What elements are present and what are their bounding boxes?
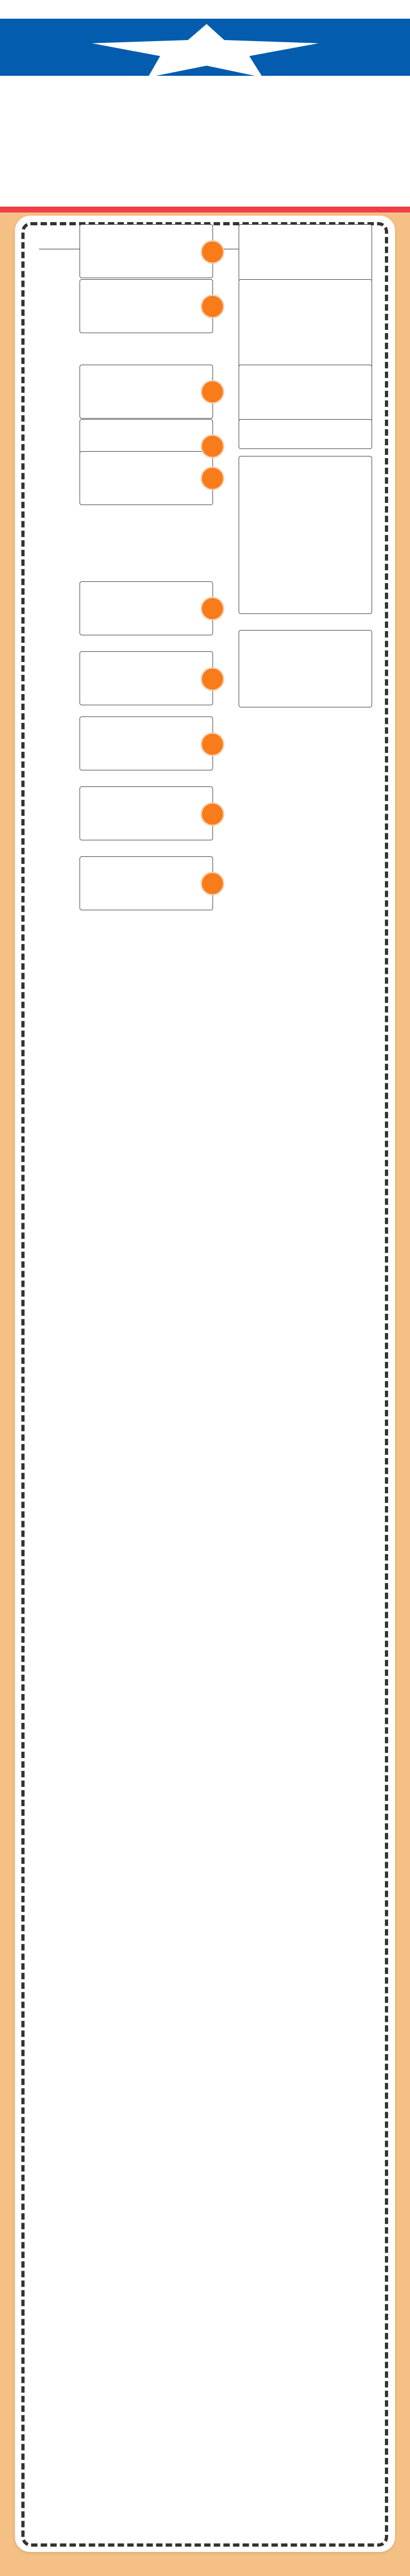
match-word[interactable] <box>80 451 213 505</box>
match-connector-dot[interactable] <box>201 802 224 826</box>
match-definition[interactable] <box>239 456 372 614</box>
match-word[interactable] <box>80 786 213 840</box>
match-word[interactable] <box>80 716 213 770</box>
match-connector-dot[interactable] <box>201 597 224 620</box>
match-connector-dot[interactable] <box>201 295 224 318</box>
match-connector-dot[interactable] <box>201 240 224 264</box>
match-definition[interactable] <box>239 279 372 377</box>
match-connector-dot[interactable] <box>201 380 224 404</box>
match-word[interactable] <box>80 365 213 419</box>
match-word[interactable] <box>80 581 213 635</box>
match-connector-dot[interactable] <box>201 467 224 490</box>
match-definition[interactable] <box>239 419 372 449</box>
header-banner <box>0 19 410 76</box>
match-word[interactable] <box>80 224 213 278</box>
match-word[interactable] <box>80 279 213 333</box>
match-word[interactable] <box>80 856 213 910</box>
match-word[interactable] <box>80 651 213 705</box>
star-icon <box>92 24 321 76</box>
match-connector-dot[interactable] <box>201 872 224 895</box>
match-definition[interactable] <box>239 224 372 281</box>
match-connector-dot[interactable] <box>201 667 224 691</box>
match-definition[interactable] <box>239 365 372 422</box>
match-connector-dot[interactable] <box>201 435 224 458</box>
match-definition[interactable] <box>239 630 372 707</box>
match-connector-dot[interactable] <box>201 732 224 756</box>
